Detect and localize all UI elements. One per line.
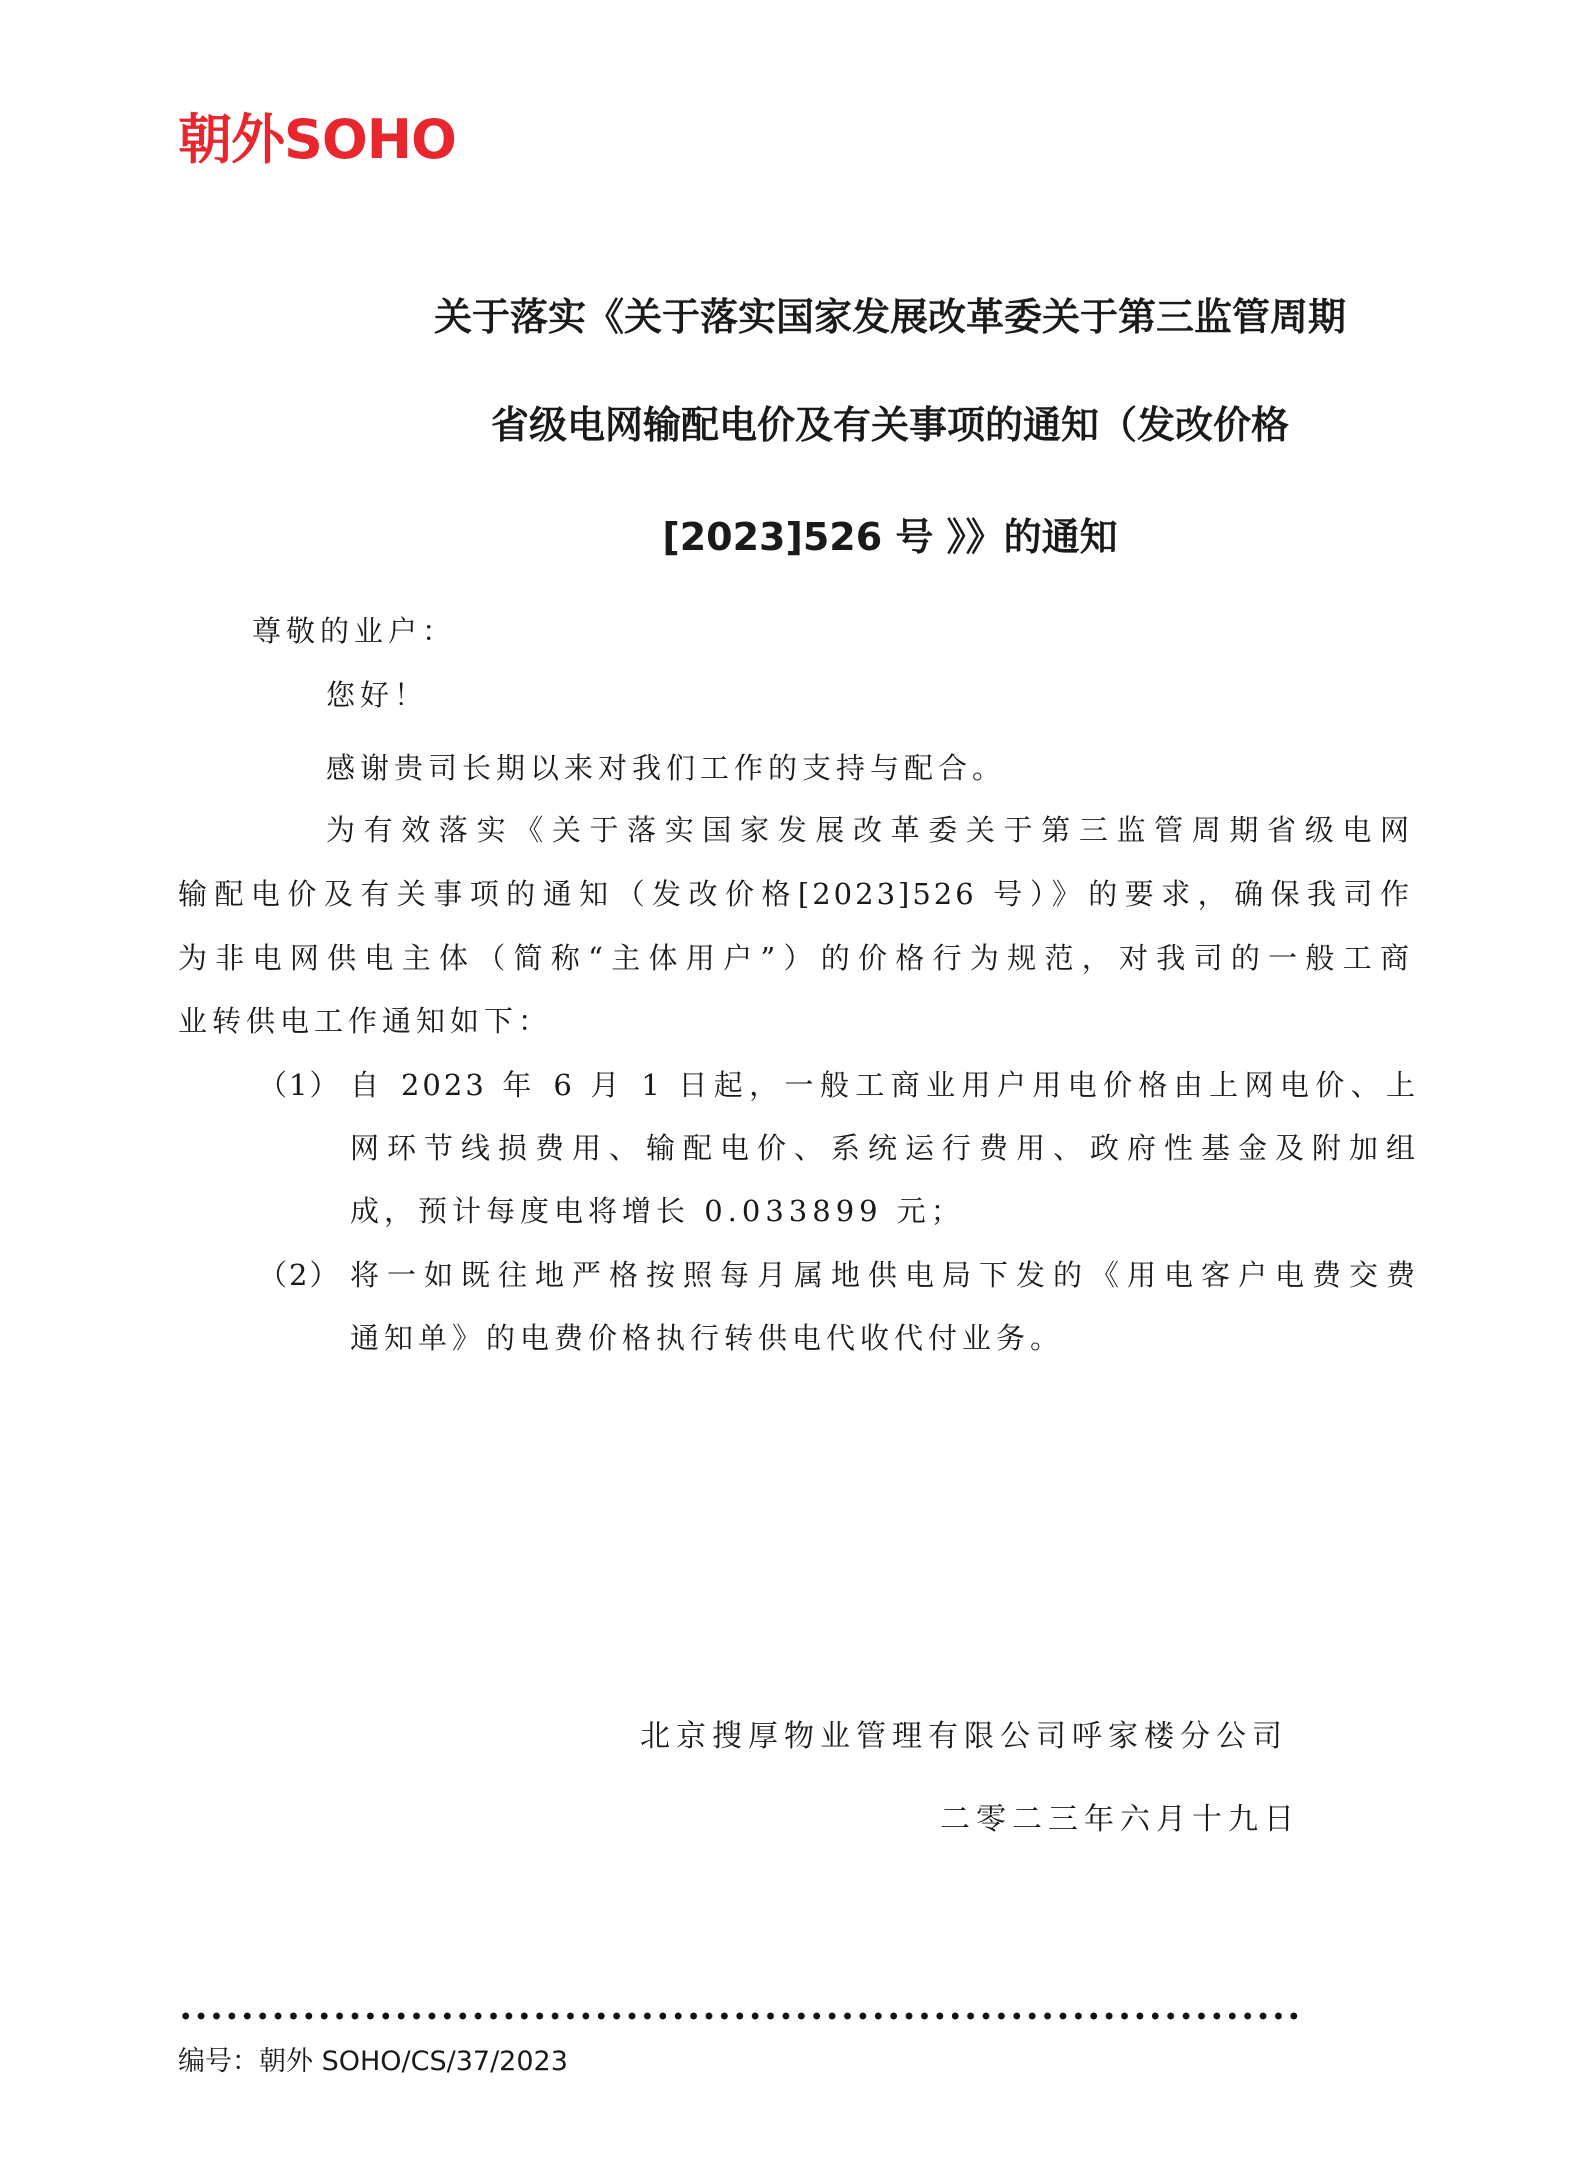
- title-line-1: 关于落实《关于落实国家发展改革委关于第三监管周期: [433, 295, 1346, 339]
- intro-line-1: 为有效落实《关于落实国家发展改革委关于第三监管周期省级电网: [326, 813, 1412, 847]
- thanks-paragraph: 感谢贵司长期以来对我们工作的支持与配合。: [326, 751, 1007, 785]
- item-1-line-3: 成，预计每度电将增长 0.033899 元；: [350, 1194, 965, 1228]
- title-line-3: [2023]526 号 》》的通知: [662, 515, 1118, 559]
- item-1-line-1: 自 2023 年 6 月 1 日起，一般工商业用户用电价格由上网电价、上: [350, 1068, 1418, 1102]
- company-logo: 朝外SOHO: [178, 108, 456, 171]
- salutation: 尊敬的业户：: [252, 614, 457, 648]
- signature-company: 北京搜厚物业管理有限公司呼家楼分公司: [640, 1719, 1288, 1754]
- item-2-line-2: 通知单》的电费价格执行转供电代收代付业务。: [350, 1321, 1065, 1355]
- intro-line-2: 输配电价及有关事项的通知（发改价格[2023]526 号）》的要求，确保我司作: [178, 877, 1412, 911]
- intro-line-4: 业转供电工作通知如下：: [178, 1004, 553, 1038]
- item-2-line-1: 将一如既往地严格按照每月属地供电局下发的《用电客户电费交费: [350, 1258, 1418, 1292]
- title-line-2: 省级电网输配电价及有关事项的通知（发改价格: [490, 403, 1289, 447]
- item-1-marker: （1）: [258, 1068, 341, 1102]
- greeting: 您好！: [326, 678, 429, 712]
- item-2-marker: （2）: [258, 1258, 341, 1292]
- signature-date: 二零二三年六月十九日: [940, 1802, 1300, 1837]
- document-number: 编号：朝外 SOHO/CS/37/2023: [178, 2046, 568, 2077]
- intro-line-3: 为非电网供电主体（简称“主体用户”）的价格行为规范，对我司的一般工商: [178, 941, 1412, 975]
- dotted-divider: [178, 2012, 1298, 2020]
- item-1-line-2: 网环节线损费用、输配电价、系统运行费用、政府性基金及附加组: [350, 1131, 1418, 1165]
